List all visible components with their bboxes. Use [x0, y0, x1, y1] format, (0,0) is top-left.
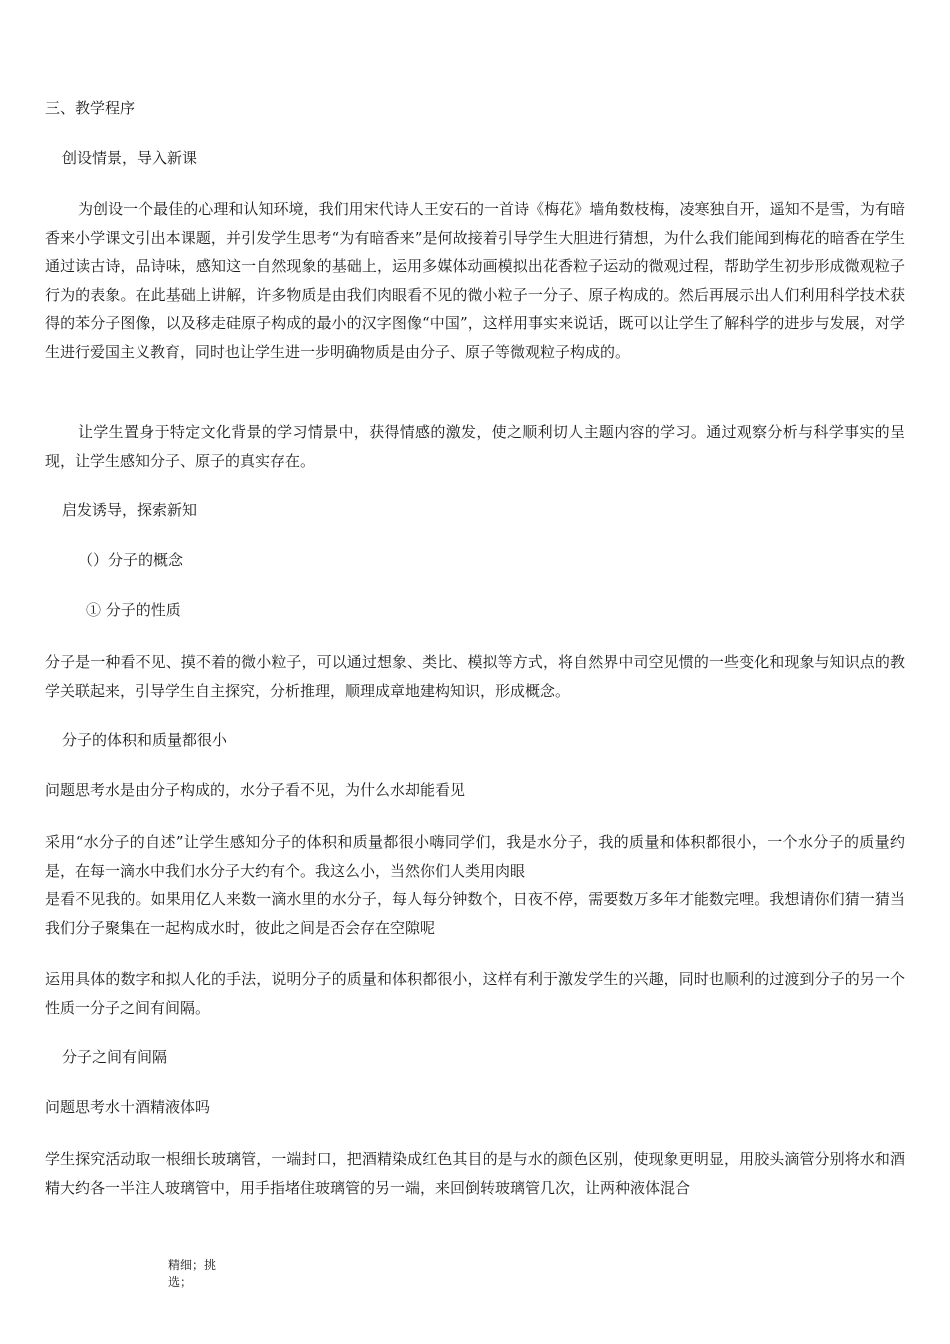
paragraph-water-self-narration-b: 是看不见我的。如果用亿人来数一滴水里的水分子，每人每分钟数个，日夜不停，需要数万多年才能数完哩。我想请你们猜一猜当我们分子聚集在一起构成水时，彼此之间是否会存在空隙呢 — [45, 890, 905, 937]
subheading-molecule-concept: （）分子的概念 — [78, 551, 184, 569]
paragraph-context: 让学生置身于特定文化背景的学习情景中，获得情感的激发，使之顺利切人主题内容的学习。通过观察分析与科学事实的呈现，让学生感知分子、原子的真实存在。 — [45, 423, 905, 470]
paragraph-intro: 为创设一个最佳的心理和认知环境，我们用宋代诗人王安石的一首诗《梅花》墙角数枝梅，凌寒独自开，遥知不是雪，为有暗香来小学课文引出本课题，并引发学生思考“为有暗香来”是何故接着引导学生大胆进行猜想，为什么我们能闻到梅花的暗香在学生通过读古诗，品诗味，感知这一自然现象的基础上，运用多媒体动画模拟出花香粒子运动的微观过程，帮助学生初步形成微观粒子行为的表象。在此基础上讲解，许多物质是由我们肉眼看不见的微小粒子一分子、原子构成的。然后再展示出人们利用科学技术获得的苯分子图像，以及移走硅原子构成的最小的汉字图像“中国”，这样用事实来说话，既可以让学生了解科学的进步与发展，对学生进行爱国主义教育，同时也让学生进一步明确物质是由分子、原子等微观粒子构成的。 — [45, 200, 905, 361]
subheading-molecule-properties: ① 分子的性质 — [86, 601, 181, 619]
question-alcohol: 问题思考水十酒精液体吗 — [45, 1098, 211, 1116]
question-water: 问题思考水是由分子构成的，水分子看不见，为什么水却能看见 — [45, 781, 466, 799]
section-heading: 三、教学程序 — [45, 99, 136, 117]
subheading-explore: 启发诱导，探索新知 — [62, 501, 198, 519]
subheading-gaps: 分子之间有间隔 — [62, 1048, 168, 1066]
subheading-situation: 创设情景，导入新课 — [62, 149, 198, 167]
footer-note: 精细；挑选； — [168, 1258, 217, 1289]
paragraph-molecule-description: 分子是一种看不见、摸不着的微小粒子，可以通过想象、类比、模拟等方式，将自然界中司空见惯的一些变化和现象与知识点的教学关联起来，引导学生自主探究，分析推理，顺理成章地建构知识，形成概念。 — [45, 653, 905, 700]
subheading-volume-mass: 分子的体积和质量都很小 — [62, 731, 228, 749]
paragraph-numbers-personification: 运用具体的数字和拟人化的手法，说明分子的质量和体积都很小，这样有利于激发学生的兴趣，同时也顺利的过渡到分子的另一个性质一分子之间有间隔。 — [45, 970, 905, 1017]
paragraph-water-self-narration-a: 采用“水分子的自述”让学生感知分子的体积和质量都很小嗨同学们，我是水分子，我的质量和体积都很小，一个水分子的质量约是，在每一滴水中我们水分子大约有个。我这么小，当然你们人类用肉眼 — [45, 833, 905, 880]
paragraph-student-experiment: 学生探究活动取一根细长玻璃管，一端封口，把酒精染成红色其目的是与水的颜色区别，使现象更明显，用胶头滴管分别将水和酒精大约各一半注人玻璃管中，用手指堵住玻璃管的另一端，来回倒转玻璃管几次，让两种液体混合 — [45, 1150, 905, 1197]
